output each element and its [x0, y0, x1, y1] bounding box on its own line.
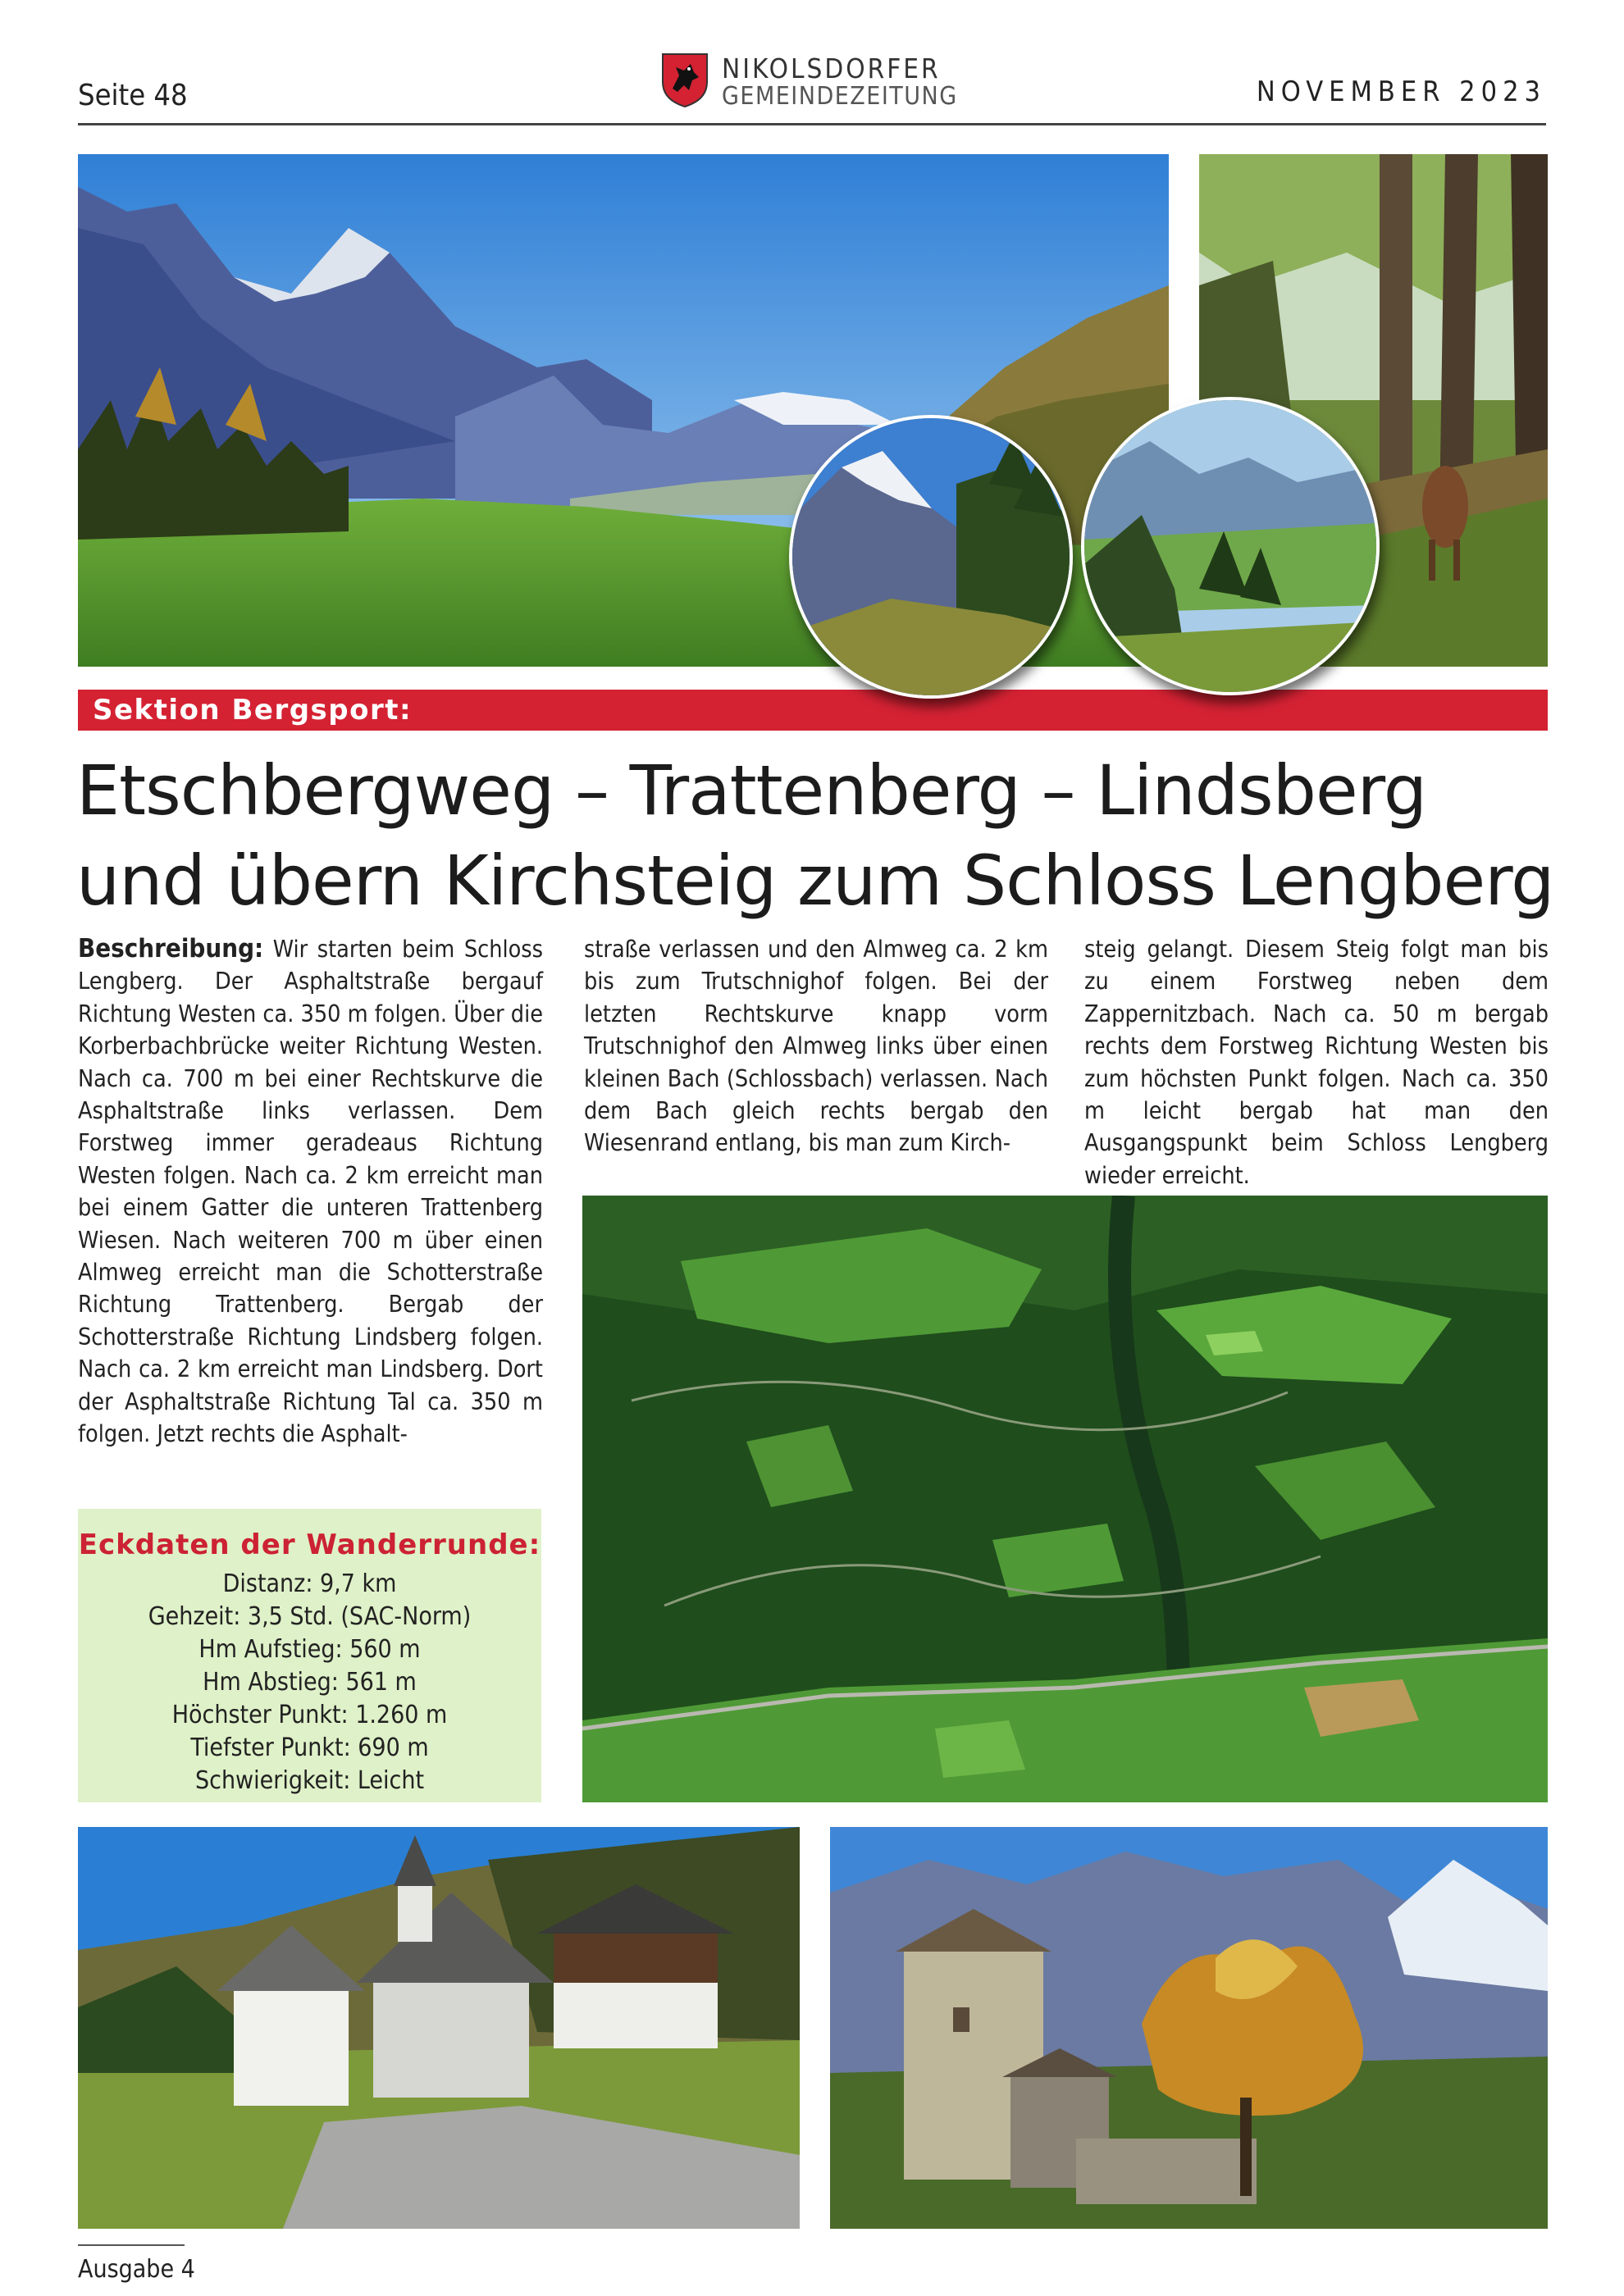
header-divider — [78, 123, 1546, 125]
fact-descent: Hm Abstieg: 561 m — [203, 1668, 417, 1697]
article-text-column-3: steig gelangt. Diesem Steig folgt man bis zu einem Forstweg neben dem Zappernitzbach. Nach ca. 50 m bergab rechts dem Forstweg Richtung Westen bis zum höchsten Punkt folgen. Nach ca. 350 m leicht bergab hat man den Ausgangspunkt beim Schloss Lengberg wieder erreicht. — [1084, 936, 1549, 1189]
article-column-2 — [584, 933, 1048, 1159]
fact-distance: Distanz: 9,7 km — [222, 1569, 397, 1598]
article-title-line-1: Etschbergweg – Trattenberg – Lindsberg — [76, 750, 1427, 831]
facts-list — [78, 1568, 541, 1797]
page-number: Seite 48 — [78, 79, 188, 112]
masthead-title: NIKOLSDORFER — [722, 52, 941, 84]
issue-number: Ausgabe 4 — [78, 2255, 195, 2284]
article-text-column-1: Wir starten beim Schloss Lengberg. Der Asphaltstraße bergauf Richtung Westen ca. 350 m folgen. Über die Korberbachbrücke weiter Richtung Westen. Nach ca. 700 m bei einer Rechtskurve die Asphaltstraße links verlassen. Dem Forstweg immer geradeaus Richtung Westen folgen. Nach ca. 2 km erreicht man bei einem Gatter die unteren Trattenberg Wiesen. Nach weiteren 700 m über einen Almweg erreicht man die Schotterstraße Richtung Trattenberg. Bergab der Schotterstraße Richtung Lindsberg folgen. Nach ca. 2 km erreicht man Lindsberg. Dort der Asphaltstraße Richtung Tal ca. 350 m folgen. Jetzt rechts die Asphalt- — [78, 936, 543, 1448]
valley-view-inset-photo — [1081, 397, 1380, 695]
chapel-photo — [78, 1827, 800, 2229]
article-title-line-2: und übern Kirchsteig zum Schloss Lengberg — [76, 840, 1554, 921]
fact-difficulty: Schwierigkeit: Leicht — [194, 1766, 425, 1795]
masthead-subtitle: GEMEINDEZEITUNG — [722, 82, 958, 111]
fact-lowest-point: Tiefster Punkt: 690 m — [190, 1733, 429, 1762]
fact-highest-point: Höchster Punkt: 1.260 m — [171, 1701, 448, 1729]
footer-divider — [78, 2244, 185, 2246]
facts-title: Eckdaten der Wanderrunde: — [78, 1528, 541, 1561]
article-column-3 — [1084, 933, 1549, 1191]
article-column-1 — [78, 933, 543, 1451]
article-text-column-2: straße verlassen und den Almweg ca. 2 km bis zum Trutschnighof folgen. Bei der letzten Rechtskurve knapp vorm Trutschnighof den Almweg links über einen kleinen Bach (Schlossbach) verlassen. Nach dem Bach gleich rechts bergab den Wiesenrand entlang, bis man zum Kirch- — [584, 936, 1048, 1157]
mountain-peak-inset-photo — [789, 415, 1073, 699]
coat-of-arms-icon — [661, 52, 709, 108]
section-label: Sektion Bergsport: — [93, 694, 413, 727]
fact-ascent: Hm Aufstieg: 560 m — [198, 1635, 421, 1664]
description-lead-label: Beschreibung: — [78, 934, 264, 963]
aerial-route-photo — [582, 1196, 1548, 1802]
masthead — [661, 49, 1006, 115]
castle-photo — [830, 1827, 1548, 2229]
issue-date: NOVEMBER 2023 — [1256, 75, 1546, 108]
fact-walking-time: Gehzeit: 3,5 Std. (SAC-Norm) — [148, 1602, 472, 1631]
